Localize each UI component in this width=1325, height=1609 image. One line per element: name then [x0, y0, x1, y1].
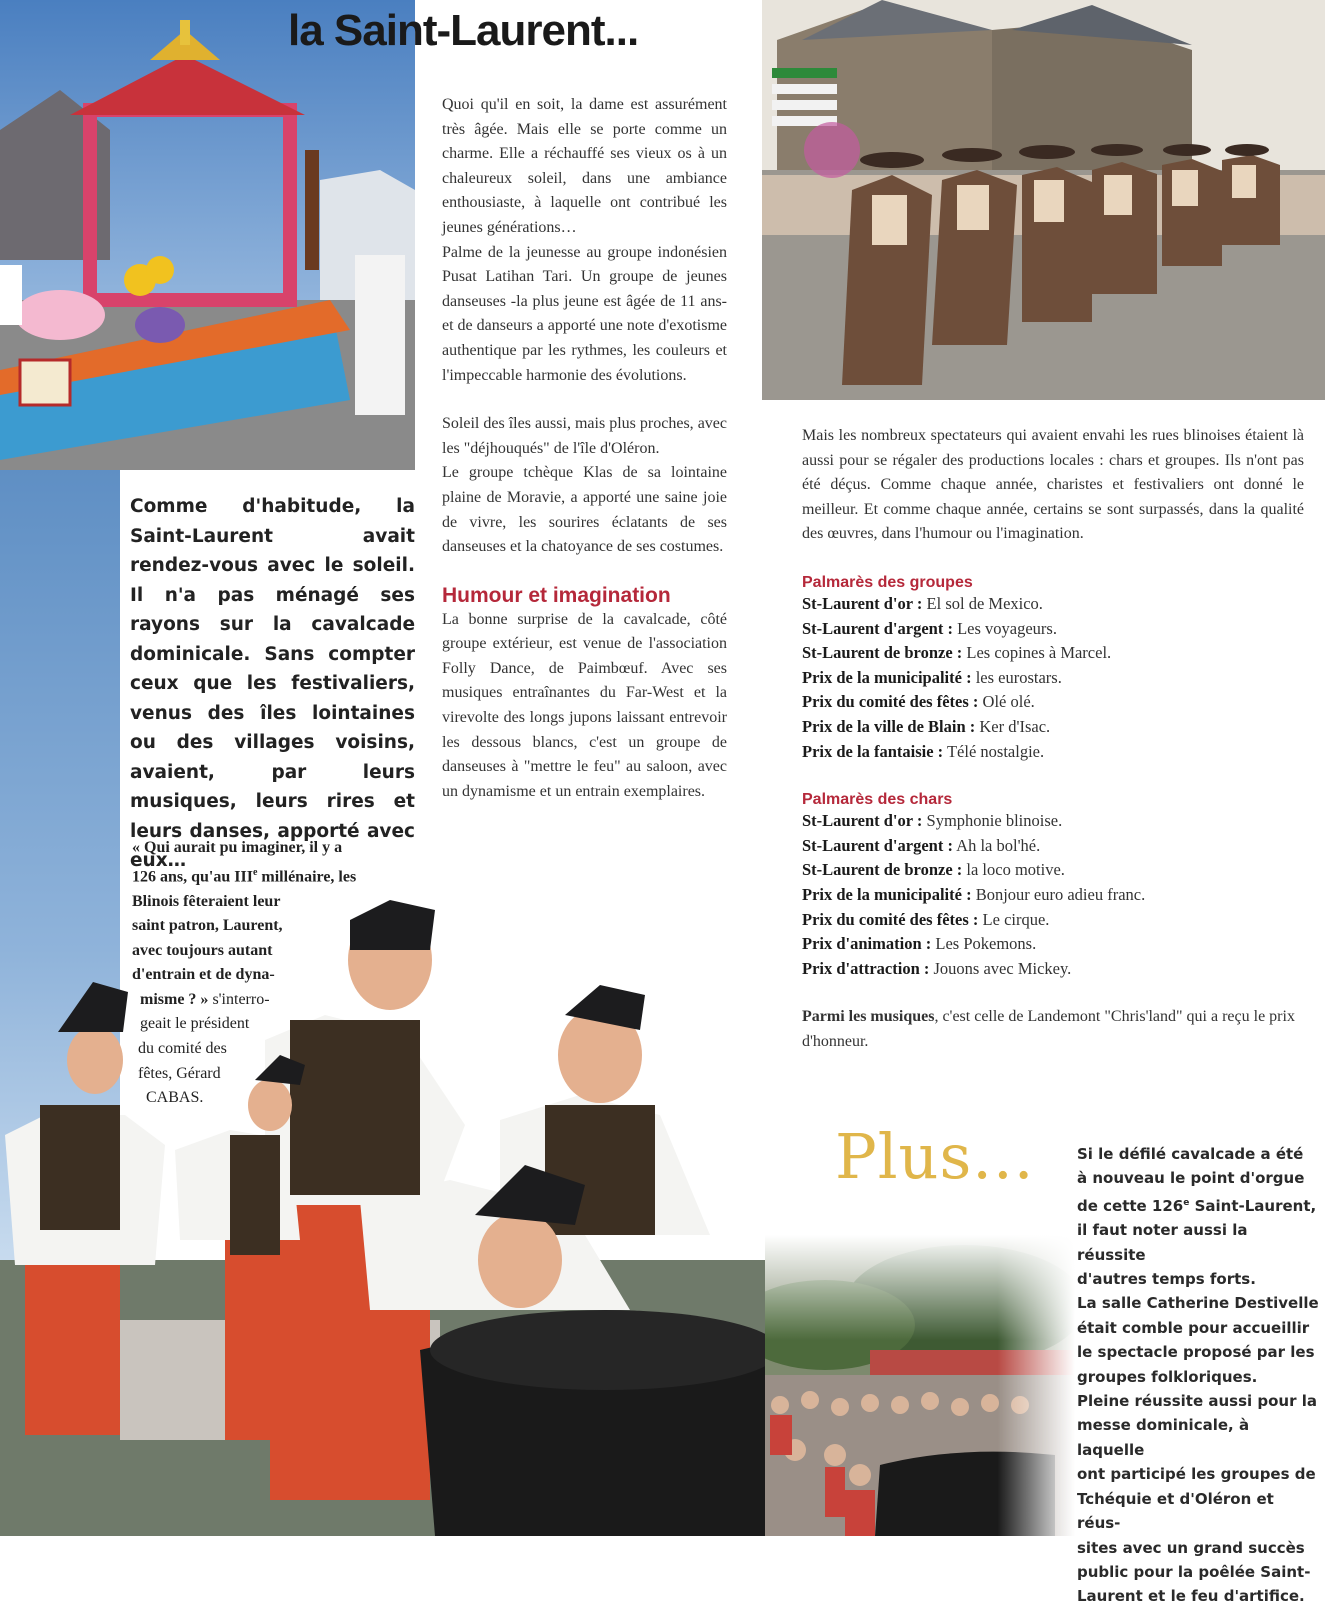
subhead-humour: Humour et imagination — [442, 583, 671, 607]
list-item — [802, 617, 1304, 642]
plus-line: ont participé les groupes de — [1077, 1465, 1316, 1484]
quote-text: « Qui aurait pu imaginer, il y a — [132, 839, 343, 856]
quote-line-5 — [132, 939, 415, 964]
quote-line-8 — [132, 1012, 415, 1037]
list-item — [802, 740, 1304, 765]
plus-heading: Plus... — [835, 1120, 1035, 1193]
award-value: Les copines à Marcel. — [962, 643, 1112, 663]
plus-text: de cette 126 — [1077, 1196, 1184, 1215]
award-label: Prix de la municipalité : — [802, 884, 972, 904]
quote-text: 126 ans, qu'au III — [132, 867, 253, 885]
quote-text: du comité des — [138, 1040, 227, 1058]
award-label: Prix de la fantaisie : — [802, 741, 944, 761]
middle-paragraph-2: Palme de la jeunesse au groupe indonésien Pusat Latihan Tari. Un groupe de jeunes danseuses -la plus jeune est âgée de 11 ans- et de danseurs a apporté une note d'exotisme authentique par les rythmes, les couleurs et l'impeccable harmonie des évolutions. — [442, 243, 728, 384]
quote-line-1 — [132, 836, 415, 861]
award-label: St-Laurent de bronze : — [802, 643, 963, 663]
quote-text: fêtes, Gérard — [138, 1064, 221, 1082]
list-item — [802, 715, 1304, 740]
award-value: Symphonie blinoise. — [922, 811, 1063, 831]
quote-text: misme ? » — [140, 990, 209, 1008]
palmares-chars-heading: Palmarès des chars — [802, 791, 953, 809]
list-item — [802, 809, 1304, 834]
middle-paragraph-3: Soleil des îles aussi, mais plus proches, avec les "déjhouqués" de l'île d'Oléron. — [442, 415, 727, 457]
award-value: Olé olé. — [978, 692, 1035, 712]
plus-text: Saint-Laurent, — [1189, 1196, 1317, 1215]
award-label: Prix du comité des fêtes : — [802, 692, 979, 712]
award-value: Bonjour euro adieu franc. — [971, 884, 1146, 904]
award-label: St-Laurent d'argent : — [802, 618, 953, 638]
list-item — [802, 592, 1304, 617]
award-label: Prix d'attraction : — [802, 958, 930, 978]
photo-flower-float — [0, 0, 415, 470]
quote-line-6 — [132, 963, 415, 988]
award-value: El sol de Mexico. — [922, 593, 1043, 613]
quote-line-11 — [132, 1086, 415, 1111]
list-item — [802, 858, 1304, 883]
plus-line: Tchéquie et d'Oléron et réus- — [1077, 1489, 1274, 1533]
award-value: Le cirque. — [978, 909, 1050, 929]
quote-sup: e — [252, 866, 258, 878]
plus-line: Laurent et le feu d'artifice. — [1077, 1587, 1305, 1606]
musiques-bold: Parmi les musiques — [802, 1008, 935, 1026]
plus-sidebar-text — [1077, 1142, 1321, 1609]
quote-line-2 — [132, 861, 415, 890]
award-value: Les voyageurs. — [952, 618, 1057, 638]
quote-text: saint patron, Laurent, — [132, 917, 283, 935]
plus-sup: e — [1183, 1197, 1190, 1208]
quote-text: d'entrain et de dyna- — [132, 966, 275, 984]
award-value: les eurostars. — [971, 667, 1062, 687]
award-value: Ker d'Isac. — [975, 716, 1051, 736]
list-item — [802, 690, 1304, 715]
right-column — [802, 424, 1304, 1054]
middle-column — [442, 93, 727, 804]
musiques-rest: , c'est celle de Landemont "Chris'land" qui a reçu le prix d'honneur. — [802, 1008, 1295, 1050]
plus-line: groupes folkloriques. — [1077, 1367, 1258, 1386]
list-item — [802, 834, 1304, 859]
middle-paragraph-1: Quoi qu'il en soit, la dame est assurément très âgée. Mais elle se porte comme un charme. Elle a réchauffé ses vieux os à un chaleureux soleil, dans une ambiance enthousiaste, à laquelle ont contribué les jeunes générations… — [442, 96, 727, 236]
quote-line-10 — [132, 1062, 415, 1087]
photo-crowd — [765, 1235, 1075, 1536]
quote-text: geait le président — [140, 1015, 250, 1033]
plus-line: Si le défilé cavalcade a été — [1077, 1145, 1304, 1163]
list-item — [802, 957, 1304, 982]
quote-line-4 — [132, 914, 415, 939]
plus-line: Pleine réussite aussi pour la — [1077, 1392, 1317, 1411]
page-title: la Saint-Laurent... — [288, 6, 639, 55]
quote-text: CABAS. — [146, 1089, 204, 1107]
palmares-groupes-heading: Palmarès des groupes — [802, 573, 973, 591]
award-label: St-Laurent de bronze : — [802, 860, 963, 880]
award-label: St-Laurent d'or : — [802, 811, 923, 831]
quote-text: millénaire, les — [257, 867, 357, 885]
award-label: St-Laurent d'or : — [802, 593, 923, 613]
list-item — [802, 666, 1304, 691]
quote-text: s'interro- — [208, 990, 270, 1008]
award-value: la loco motive. — [962, 860, 1065, 880]
award-value: Télé nostalgie. — [943, 741, 1045, 761]
plus-line: il faut noter aussi la réussite — [1077, 1221, 1248, 1264]
quote-line-7 — [132, 988, 415, 1013]
list-item — [802, 932, 1304, 957]
plus-line: était comble pour accueillir — [1077, 1318, 1310, 1337]
photo-dancers-street — [762, 0, 1325, 400]
right-paragraph-1: Mais les nombreux spectateurs qui avaient envahi les rues blinoises étaient là aussi pour se régaler des productions locales : chars et groupes. Ils n'ont pas été déçus. Comme chaque année, charistes et festivaliers ont donné le meilleur. Et comme chaque année, certains se sont surpassés, dans la qualité des œuvres, dans l'humour ou l'imagination. — [802, 427, 1304, 543]
quote-line-3 — [132, 890, 415, 915]
award-value: Jouons avec Mickey. — [929, 958, 1072, 978]
plus-line: public pour la poêlée Saint- — [1077, 1562, 1311, 1581]
plus-line: d'autres temps forts. — [1077, 1270, 1256, 1289]
plus-line: sites avec un grand succès — [1077, 1538, 1305, 1557]
list-item — [802, 641, 1304, 666]
plus-line: messe dominicale, à laquelle — [1077, 1416, 1250, 1459]
musiques-paragraph — [802, 1005, 1304, 1054]
quote-text: avec toujours autant — [132, 941, 273, 959]
intro-paragraph: Comme d'habitude, la Saint-Laurent avait rendez-vous avec le soleil. Il n'a pas ménagé ses rayons sur la cavalcade dominicale. Sans compter ceux que les festivaliers, venus des îles lointaines ou des villages voisins, avaient, par leurs musiques, leurs rires et leurs danses, apporté avec eux… — [130, 496, 415, 871]
award-value: Les Pokemons. — [931, 934, 1037, 954]
award-label: Prix de la ville de Blain : — [802, 716, 976, 736]
award-label: Prix d'animation : — [802, 934, 932, 954]
palmares-groupes-list — [802, 592, 1304, 764]
award-label: St-Laurent d'argent : — [802, 835, 953, 855]
award-label: Prix du comité des fêtes : — [802, 909, 979, 929]
middle-paragraph-5: La bonne surprise de la cavalcade, côté groupe extérieur, est venue de l'association Folly Dance, de Paimbœuf. Avec ses musiques entraînantes du Far-West et la virevolte des longs jupons laissant entrevoir les dessous blancs, c'est un groupe de danseuses à "mettre le feu" au saloon, avec un dynamisme et un entrain exemplaires. — [442, 610, 727, 800]
plus-line: le spectacle proposé par les — [1077, 1343, 1315, 1362]
plus-line: La salle Catherine Destivelle — [1077, 1294, 1319, 1313]
list-item — [802, 883, 1304, 908]
award-label: Prix de la municipalité : — [802, 667, 972, 687]
plus-line: à nouveau le point d'orgue — [1077, 1169, 1305, 1188]
list-item — [802, 908, 1304, 933]
plus-line — [1077, 1191, 1321, 1218]
palmares-chars-list — [802, 809, 1304, 981]
middle-paragraph-4: Le groupe tchèque Klas de sa lointaine plaine de Moravie, a apporté une saine joie de vivre, les sourires éclatants de ses danseuses et la chatoyance de ses costumes. — [442, 464, 727, 556]
quote-block — [132, 836, 415, 1111]
award-value: Ah la bol'hé. — [952, 835, 1041, 855]
quote-line-9 — [132, 1037, 415, 1062]
quote-text: Blinois fêteraient leur — [132, 892, 281, 910]
